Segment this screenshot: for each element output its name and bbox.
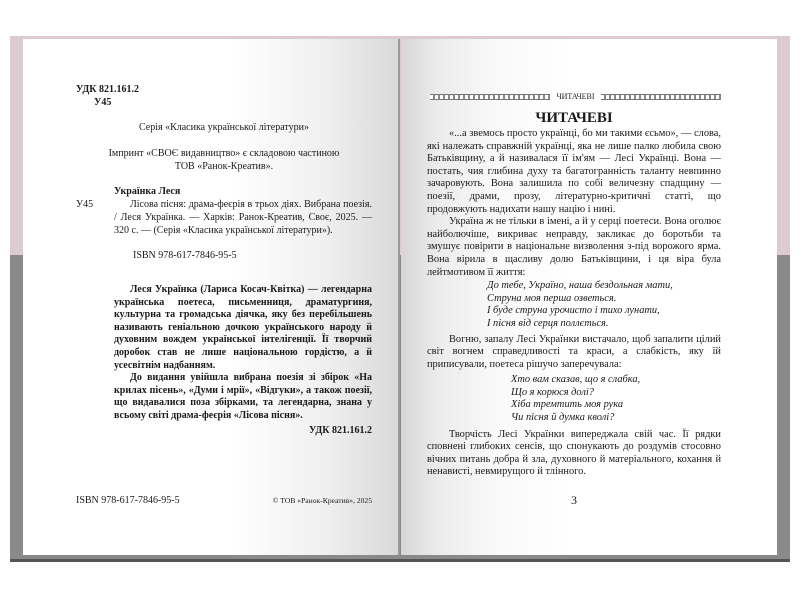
copyright: © ТОВ «Ранок-Креатив», 2025	[272, 496, 372, 505]
author-heading: Українка Леся	[114, 186, 181, 197]
cover-bottom-edge	[10, 559, 790, 562]
right-page	[401, 39, 777, 555]
foreword-paragraph-2: Україна ж не тільки в імені, а й у серці поетеси. Вона оголює найболючіше, викриває неправду, закликає до боротьби та змушує повірити в національне визволення з-під ворожого ярма. Вона вірила в щасливу долю Батьківщини, і ця віра була лейтмотивом її життя:	[427, 216, 721, 278]
page-number: 3	[571, 493, 577, 508]
annotation-paragraph-2: До видання увійшла вибрана поезія зі збірок «На крилах пісень», «Думи і мрії», «Відгуки», а також поезії, що видавалися поза збірками, та легендарна, знана у всьому світі драма-феєрія «Лісова пісня».	[114, 372, 372, 421]
chain-ornament-left	[430, 94, 550, 100]
chain-ornament-right	[601, 94, 721, 100]
running-header	[430, 92, 721, 102]
catalog-mark: У45	[76, 199, 94, 210]
foreword-paragraph-4: Творчість Лесі Українки випереджала свій час. Її рядки сповнені глибоких сенсів, що спонукають до роздумів стосовно вічних питань добра й зла, духовного й матеріального, кохання й ненависті, невмирущого й тлінного.	[427, 428, 721, 478]
running-header-label: ЧИТАЧЕВІ	[556, 92, 595, 101]
chapter-title: ЧИТАЧЕВІ	[535, 110, 613, 126]
udk-bottom: УДК 821.161.2	[309, 424, 372, 436]
verse-2-line: Хто вам сказав, що я слабка,	[511, 374, 641, 386]
verse-2-line: Хіба тремтить моя рука	[511, 399, 624, 411]
verse-block-1	[427, 280, 721, 330]
catalog-entry: Лісова пісня: драма-феєрія в трьох діях. Вибрана поезія. / Леся Українка. — Харків: Ранок-Креатив, Своє, 2025. — 320 с. — (Серія «Класика української літератури»).	[114, 199, 372, 236]
verse-1-line: І буде струна урочисто і тихо лунати,	[487, 305, 660, 317]
book-cover	[10, 36, 790, 562]
foreword-paragraph-3: Вогню, запалу Лесі Українки вистачало, щоб запалити цілий світ вогнем справедливості та краси, а слабкість, яку їй приписували, поетеса рішучо заперечувала:	[427, 333, 721, 370]
footer-isbn: ISBN 978-617-7846-95-5	[76, 495, 180, 506]
annotation-paragraph-1: Леся Українка (Лариса Косач-Квітка) — легендарна українська поетеса, письменниця, драматургиня, культурна та громадська діячка, яку без перебільшень називають геніальною дочкою українського народу й духовним вождем української інтелігенції. Її творчий доробок став не лише національною гордістю, а й усесвітнім надбанням.	[114, 284, 372, 371]
verse-1-line: До тебе, Україно, наша бездольная мати,	[487, 280, 673, 292]
catalog-card	[76, 198, 372, 262]
book-spine	[398, 39, 400, 555]
imprint-line-1: Імпринт «СВОЄ видавництво» є складовою частиною	[108, 148, 340, 159]
left-page-footer	[76, 494, 372, 507]
foreword-block	[427, 39, 721, 555]
verse-block-2	[427, 374, 721, 424]
catalog-body	[114, 198, 372, 262]
udk-code: УДК 821.161.2	[76, 84, 139, 95]
verse-2-line: Що я корюся долі?	[511, 386, 594, 398]
verse-1-line: Струна моя перша озветься.	[487, 292, 617, 304]
left-page	[23, 39, 399, 555]
imprint-block	[76, 39, 372, 555]
foreword-paragraph-1: «...а звемось просто українці, бо ми такими єсьмо», — слова, які належать справжній українці, яка не лише палко любила свою Батьківщину, а й називалася її ім'ям — Лесі Українці. Вона — постать, чия глибина духу та багатогранність таланту невпинно зачаровують. Вона залишила по собі величезну спадщину — поезії, драми, прозу, літературно-критичні статті, що продовжують надихати нашу націю і нині.	[427, 128, 721, 215]
verse-2-line: Чи пісня й думка кволі?	[511, 412, 615, 424]
catalog-isbn: ISBN 978-617-7846-95-5	[133, 250, 237, 261]
series-title: Серія «Класика української літератури»	[138, 122, 310, 133]
author-mark: У45	[94, 97, 112, 108]
verse-1-line: І пісня від серця поллється.	[487, 317, 609, 329]
imprint-line-2: ТОВ «Ранок-Креатив».	[174, 161, 274, 172]
